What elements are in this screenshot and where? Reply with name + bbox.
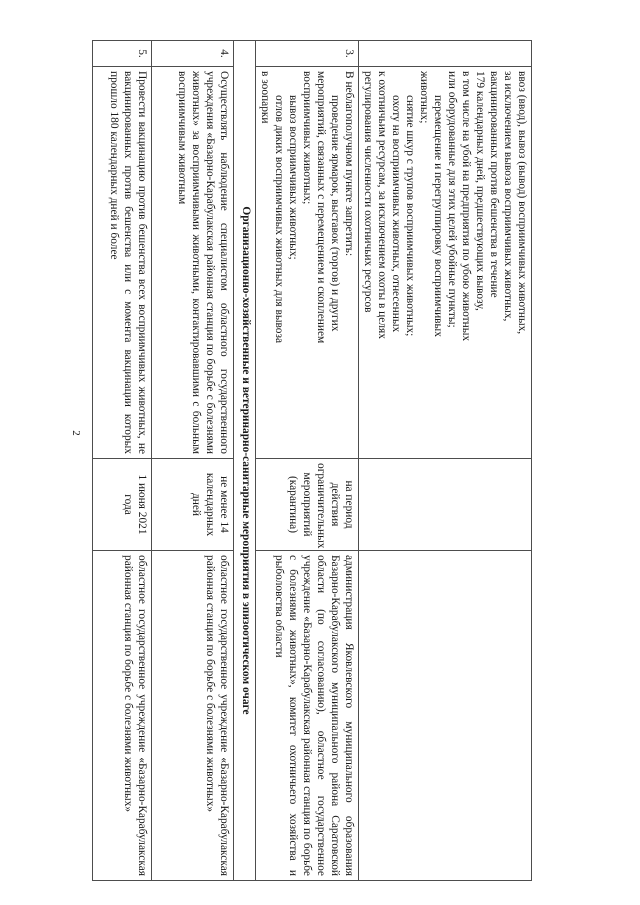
measure-line: или оборудованные для этих целей убойные пункты;: [446, 71, 458, 328]
measure-line: за исключением вывоза восприимчивых животных,: [502, 71, 514, 322]
measure-line: животных;: [418, 71, 430, 124]
measure-line: охоту на восприимчивых животных, отнесенных: [390, 95, 402, 333]
measure-line: в том числе на убой на предприятия по убою животных: [460, 71, 472, 342]
term-cell: [359, 459, 532, 551]
measure-line: отлов диких восприимчивых животных для вывоза: [273, 95, 285, 344]
measure-cell: [359, 67, 532, 459]
responsible-cell: [359, 551, 532, 881]
document-body: [92, 40, 532, 880]
row-number: 4.: [152, 41, 234, 67]
measure-line: 179 календарных дней, предшествующих вывозу,: [474, 71, 486, 311]
term-cell: не менее 14 календарных дней: [152, 459, 234, 551]
responsible-cell: администрация Яковлевского муниципального образования Базарно-Карабулакского муниципального района Саратовской области (по согласованию), областное государственное учреждение «Базарно-Карабулакская районная станция по борьбе с болезнями животных», комитет охотничьего хозяйства и рыболовства области: [256, 551, 359, 881]
measure-line: к охотничьим ресурсам, за исключением охоты в целях: [376, 71, 388, 339]
measure-cell: [256, 67, 359, 459]
section-row: [234, 41, 256, 881]
term-cell: на период действия ограничительных мероприятий (карантина): [256, 459, 359, 551]
rotated-page-area: [92, 40, 532, 880]
page-number: 2: [70, 430, 82, 436]
measure-line: восприимчивых животных;: [301, 71, 313, 205]
measure-line: в зоопарки: [259, 71, 271, 124]
measure-line: проведение ярмарок, выставок (торгов) и других: [329, 95, 341, 332]
measure-line: перемещение и перегруппировку восприимчивых: [432, 95, 444, 337]
measure-cell: Осуществлять наблюдение специалистом областного государственного учреждения «Базарно-Карабулакская районная станция по борьбе с болезнями животных» за восприимчивыми животными, контактировавшими с больным восприимчивым животным: [152, 67, 234, 459]
measure-line: регулирования численности охотничьих ресурсов: [362, 71, 374, 313]
measure-line: вывоз восприимчивых животных;: [287, 95, 299, 260]
row-number: [359, 41, 532, 67]
measure-line: ввоз (ввод), вывоз (вывод) восприимчивых животных,: [516, 71, 528, 335]
table-row: [359, 41, 532, 881]
table-row: [93, 41, 152, 881]
measure-line: вакцинированных против бешенства в течение: [488, 71, 500, 298]
row-number: 5.: [93, 41, 152, 67]
row-number: 3.: [256, 41, 359, 67]
responsible-cell: областное государственное учреждение «Базарно-Карабулакская районная станция по борьбе с болезнями животных»: [93, 551, 152, 881]
measures-table: [92, 40, 532, 881]
table-row: [152, 41, 234, 881]
measure-line: мероприятий, связанных с перемещением и скоплением: [315, 71, 327, 344]
term-cell: 1 июня 2021 года: [93, 459, 152, 551]
measure-cell: Провести вакцинацию против бешенства всех восприимчивых животных, не вакцинированных против бешенства или с момента вакцинации которых прошло 180 календарных дней и более: [93, 67, 152, 459]
section-heading: Организационно-хозяйственные и ветеринарно-санитарные мероприятия в эпизоотическом очаге: [234, 41, 256, 881]
measure-line: В неблагополучном пункте запретить:: [343, 71, 355, 257]
responsible-cell: областное государственное учреждение «Базарно-Карабулакская районная станция по борьбе с болезнями животных»: [152, 551, 234, 881]
table-row: [256, 41, 359, 881]
measure-line: снятие шкур с трупов восприимчивых животных;: [404, 95, 416, 337]
